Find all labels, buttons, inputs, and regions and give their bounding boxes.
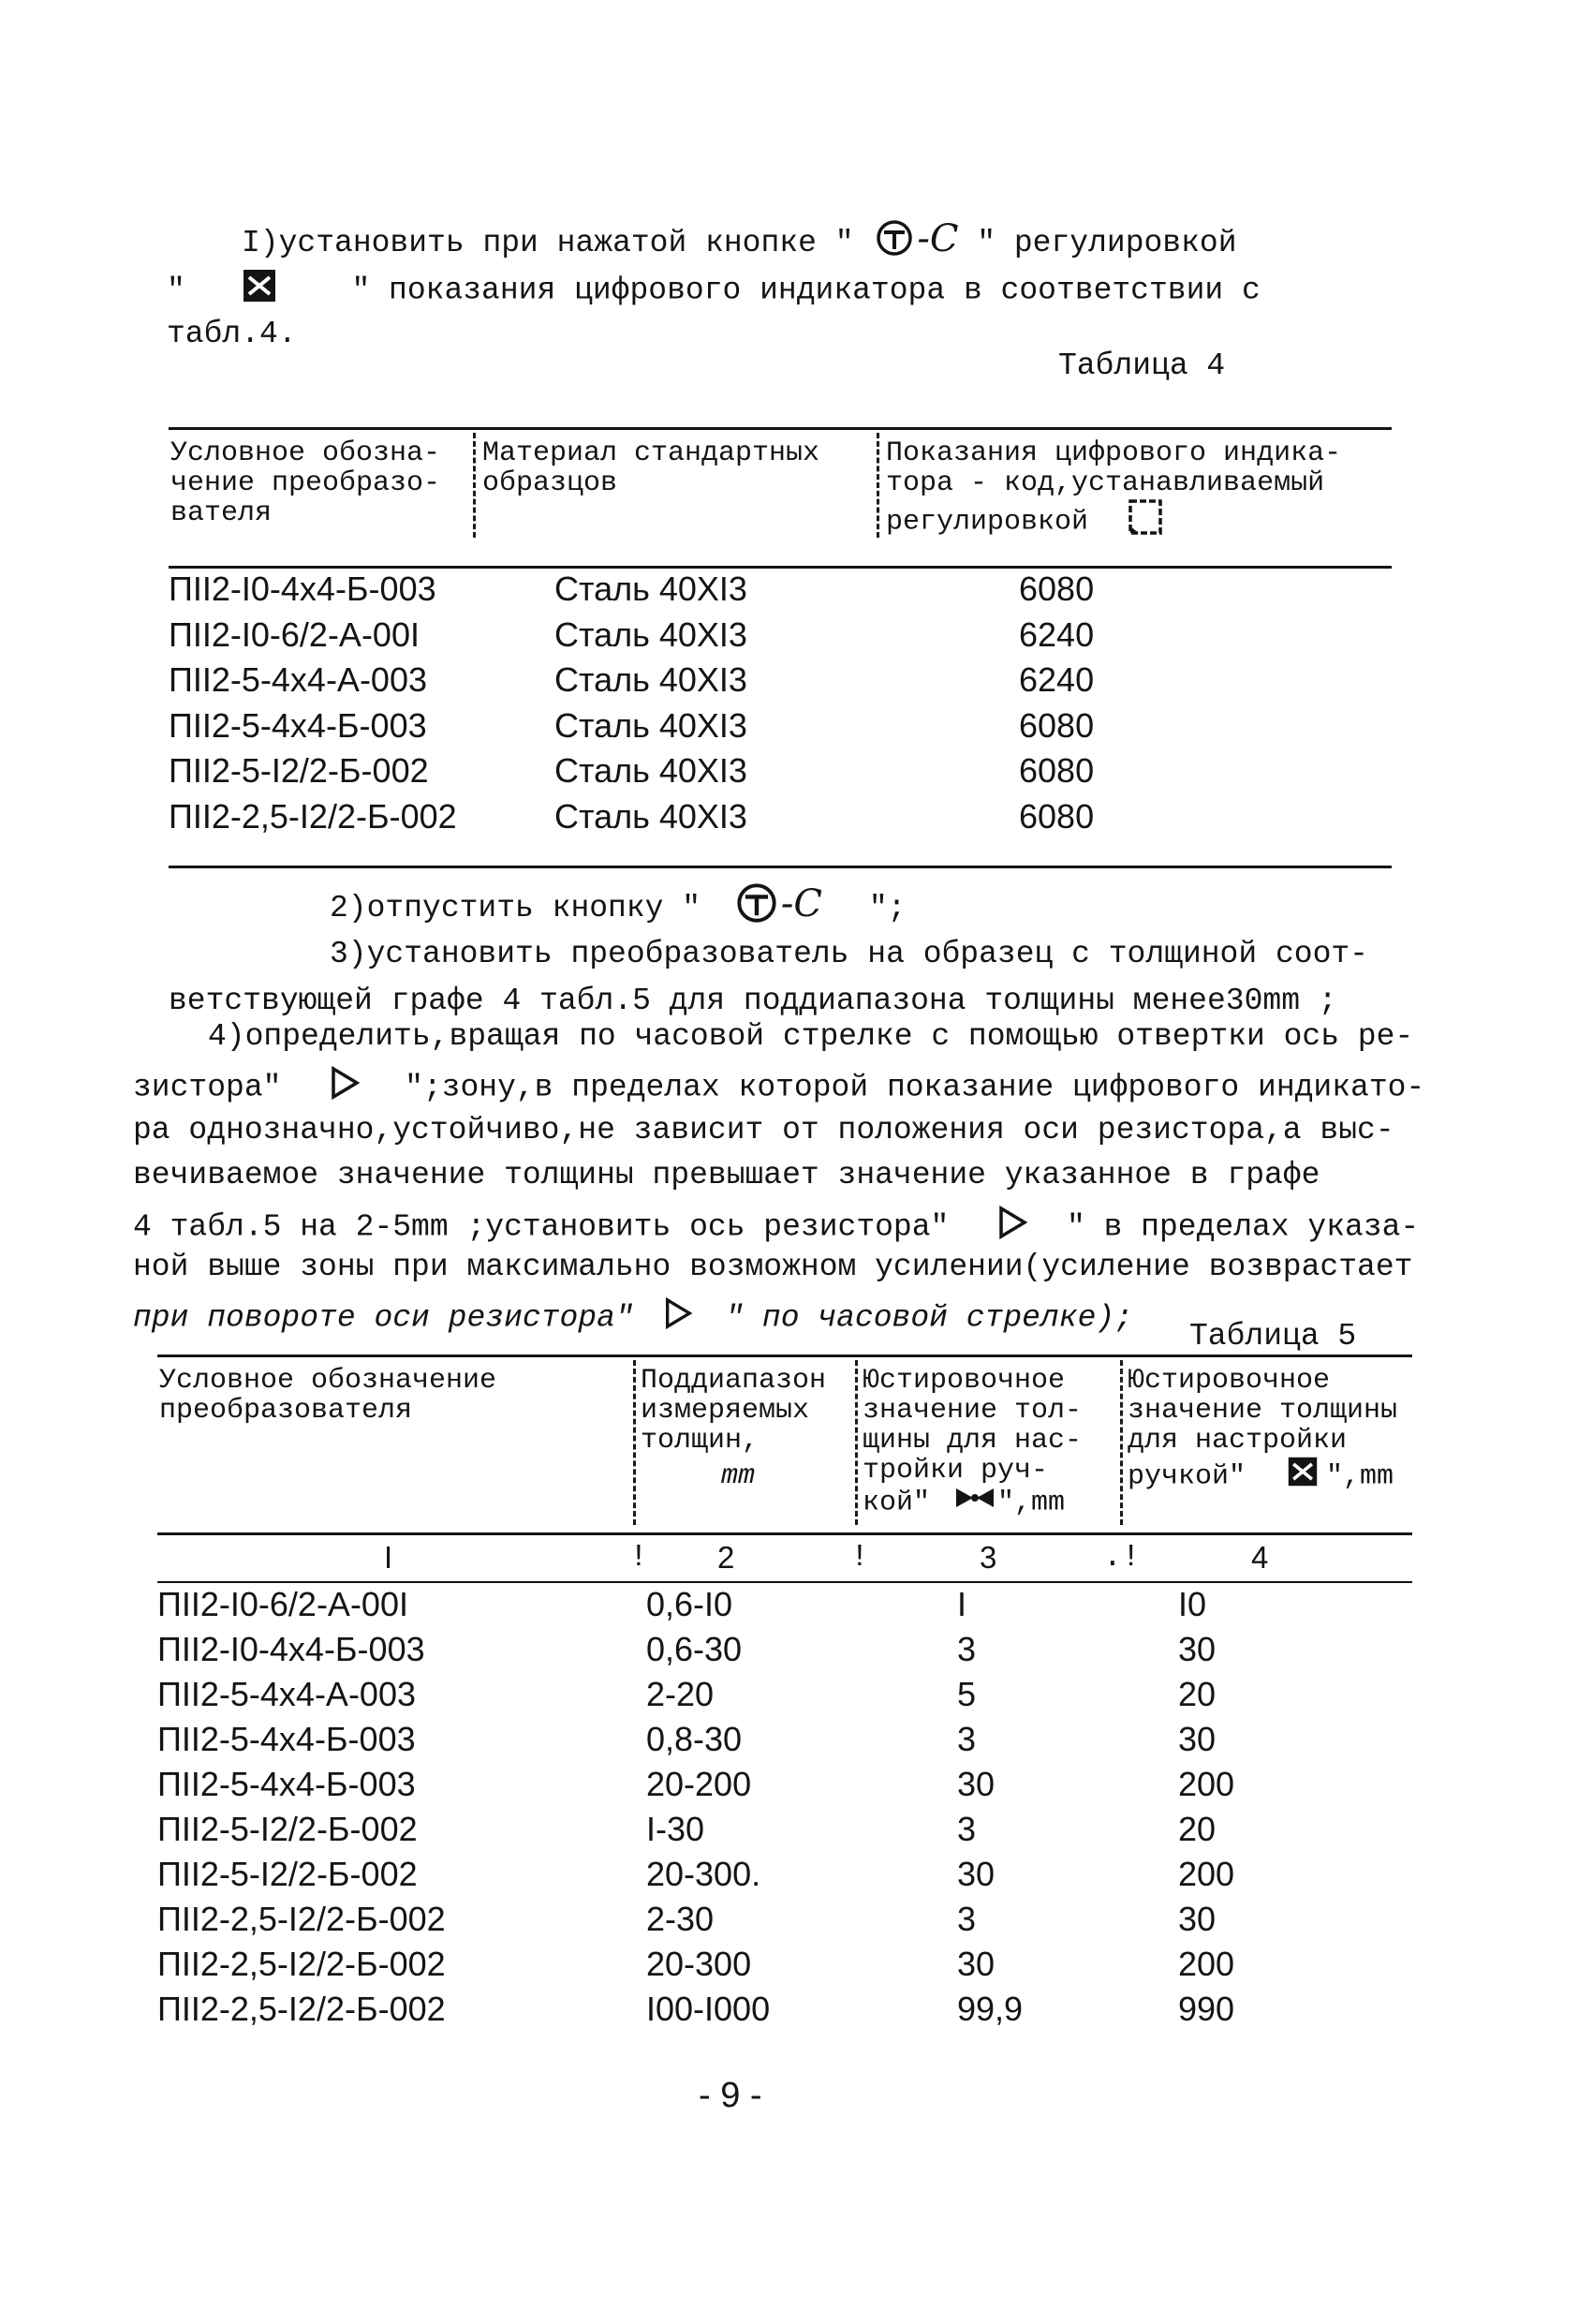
para1-line1 — [242, 217, 1237, 266]
table5-row-5-col-3: 30 — [957, 1765, 996, 1803]
para1-line3: табл.4. — [167, 317, 297, 351]
table5-row-6-col-2: I-30 — [646, 1810, 705, 1848]
step4-line7-text-b: " по часовой стрелке); — [725, 1300, 1133, 1336]
triangle-resistor-icon — [328, 1065, 361, 1110]
table5-row-9-col-4: 200 — [1178, 1945, 1235, 1983]
table5-colnum-rule — [157, 1581, 1412, 1583]
table5-row-9-col-1: ПII2-2,5-I2/2-Б-002 — [157, 1945, 446, 1983]
table5-header-col1 — [159, 1366, 496, 1426]
square-regulator-icon — [242, 268, 277, 313]
table5-header-col4-line4-text-a: ручкой" — [1128, 1460, 1246, 1493]
step4-line4: вечиваемое значение толщины превышает значение указанное в графе — [133, 1158, 1320, 1192]
table5-row-10-col-3: 99,9 — [957, 1990, 1024, 2028]
table5-header-col3-line3: щины для нас- — [863, 1425, 1083, 1457]
table5-colnum-sep1: ! — [629, 1540, 648, 1575]
table5-header-col3-line4: тройки руч- — [863, 1455, 1049, 1487]
para1-line2-text-b: " показания цифрового индикатора в соответствии с — [351, 273, 1261, 308]
table5-row-1-col-4: I0 — [1178, 1585, 1207, 1623]
para1-line1-text-a: I)установить при нажатой кнопке " — [242, 226, 854, 260]
table5-row-5-col-4: 200 — [1178, 1765, 1235, 1803]
table5-header-col1-line1: Условное обозначение — [159, 1365, 497, 1397]
table5-row-2-col-1: ПII2-I0-4x4-Б-003 — [157, 1630, 425, 1668]
table5-row-5-col-1: ПII2-5-4x4-Б-003 — [157, 1765, 416, 1803]
table4-header-col3 — [886, 438, 1341, 544]
table5-colnum-3: 3 — [980, 1540, 997, 1575]
table5-header-col4-line4 — [1128, 1456, 1397, 1496]
table5-row-10-col-4: 990 — [1178, 1990, 1235, 2028]
table4-header-col1-line3: вателя — [170, 497, 273, 529]
table5-row-2-col-2: 0,6-30 — [646, 1630, 743, 1668]
table4-header-rule — [169, 566, 1392, 569]
table4-row-3-col-1: ПII2-5-4x4-А-003 — [169, 660, 427, 699]
table5-header-col3-line5-text-a: кой" — [863, 1487, 931, 1519]
table5-header-col4-line2: значение толщины — [1128, 1395, 1398, 1427]
table5-header-rule — [157, 1532, 1412, 1535]
table5-row-2-col-3: 3 — [957, 1630, 977, 1668]
table4-header-col1 — [170, 438, 440, 528]
step4-line2-text-a: зистора" — [133, 1070, 282, 1105]
table5-row-5-col-2: 20-200 — [646, 1765, 752, 1803]
table5-title: Таблица 5 — [1189, 1319, 1357, 1354]
step3-line2: ветствующей графе 4 табл.5 для поддиапазона толщины менее30mm ; — [169, 984, 1337, 1018]
table5-row-10-col-2: I00-I000 — [646, 1990, 771, 2028]
table5-header-col2-unit: mm — [721, 1460, 756, 1492]
tc-button-label: -С — [917, 217, 959, 260]
tc-button-icon — [736, 882, 777, 933]
table5-header-col2-line2: измеряемых — [641, 1395, 810, 1427]
table5-row-3-col-1: ПII2-5-4x4-А-003 — [157, 1675, 416, 1713]
table4-bottom-rule — [169, 866, 1392, 868]
table4-row-2-col-3: 6240 — [1019, 614, 1095, 654]
table5-header-col4-line1: Юстировочное — [1128, 1365, 1331, 1397]
table5-row-6-col-3: 3 — [957, 1810, 977, 1848]
table4-row-3-col-3: 6240 — [1019, 660, 1095, 699]
table4-row-1-col-3: 6080 — [1019, 570, 1095, 608]
table5-row-1-col-3: I — [957, 1585, 967, 1623]
table5-row-4-col-3: 3 — [957, 1720, 977, 1758]
table5-row-4-col-4: 30 — [1178, 1720, 1217, 1758]
table5-header-col4-line3: для настройки — [1128, 1425, 1348, 1457]
table4-row-4-col-3: 6080 — [1019, 705, 1095, 745]
table5-header-col2-line1: Поддиапазон — [641, 1365, 827, 1397]
table5-row-10-col-1: ПII2-2,5-I2/2-Б-002 — [157, 1990, 446, 2028]
step2-text-b: "; — [868, 891, 907, 925]
step4-line7 — [133, 1296, 1133, 1340]
table4-header-col2-line2: образцов — [482, 467, 618, 499]
table4-row-5-col-3: 6080 — [1019, 751, 1095, 790]
table5-colnum-2: 2 — [717, 1540, 735, 1575]
step4-line5-text-a: 4 табл.5 на 2-5mm ;установить ось резистора" — [133, 1209, 950, 1245]
table5-row-8-col-4: 30 — [1178, 1900, 1217, 1938]
table5-row-2-col-4: 30 — [1178, 1630, 1217, 1668]
table4-row-2-col-2: Сталь 40XI3 — [554, 614, 747, 654]
table4-title: Таблица 4 — [1058, 348, 1226, 383]
table5-row-7-col-4: 200 — [1178, 1855, 1235, 1893]
table4-row-2-col-1: ПII2-I0-6/2-А-00I — [169, 614, 420, 654]
table4-row-5-col-1: ПII2-5-I2/2-Б-002 — [169, 751, 429, 790]
tc-button-label: -С — [780, 882, 823, 925]
table5-row-9-col-2: 20-300 — [646, 1945, 752, 1983]
table5-row-6-col-4: 20 — [1178, 1810, 1217, 1848]
table4-header-col2 — [482, 438, 819, 498]
table4-header-col1-line2: чение преобразо- — [170, 467, 441, 499]
table4-header-col3-line2: тора - код,устанавливаемый — [886, 467, 1325, 499]
step4-line5 — [133, 1205, 1419, 1250]
table5-row-1-col-2: 0,6-I0 — [646, 1585, 733, 1623]
table5-header-sep3 — [1120, 1360, 1123, 1525]
table4-row-6-col-1: ПII2-2,5-I2/2-Б-002 — [169, 796, 457, 836]
table4-header-col3-line1: Показания цифрового индика- — [886, 437, 1342, 469]
step4-line2-text-b: ";зону,в пределах которой показание цифрового индикато- — [405, 1070, 1425, 1105]
bowtie-knob-icon — [954, 1486, 996, 1518]
table5-header-sep2 — [855, 1360, 858, 1525]
table5-header-col2 — [641, 1366, 826, 1491]
step2-line — [330, 882, 906, 933]
table4-top-rule — [169, 427, 1392, 430]
tc-button-icon — [876, 219, 913, 266]
step4-line6: ной выше зоны при максимально возможном усилении(усиление возврастает — [133, 1250, 1413, 1284]
table4-row-5-col-2: Сталь 40XI3 — [554, 751, 747, 790]
table5-row-1-col-1: ПII2-I0-6/2-А-00I — [157, 1585, 408, 1623]
table4-row-4-col-2: Сталь 40XI3 — [554, 705, 747, 745]
table5-row-7-col-1: ПII2-5-I2/2-Б-002 — [157, 1855, 418, 1893]
table5-header-col3-line1: Юстировочное — [863, 1365, 1066, 1397]
table5-header-col3-line2: значение тол- — [863, 1395, 1083, 1427]
step4-line5-text-b: " в пределах указа- — [1066, 1209, 1420, 1245]
table4-header-col3-line3 — [886, 498, 1341, 544]
table5-header-col3 — [863, 1366, 1082, 1518]
table5-row-8-col-2: 2-30 — [646, 1900, 715, 1938]
table5-row-8-col-1: ПII2-2,5-I2/2-Б-002 — [157, 1900, 446, 1938]
table5-colnum-sep2: ! — [850, 1540, 869, 1575]
table5-top-rule — [157, 1354, 1412, 1357]
table4-header-sep1 — [473, 433, 476, 538]
square-regulator-icon — [1287, 1456, 1319, 1496]
triangle-resistor-icon — [662, 1296, 694, 1340]
table5-row-9-col-3: 30 — [957, 1945, 996, 1983]
step4-line3: ра однозначно,устойчиво,не зависит от положения оси резистора,а выс- — [133, 1113, 1394, 1147]
step4-line2 — [133, 1065, 1424, 1110]
table5-header-col3-line5 — [863, 1486, 1082, 1518]
table4-row-3-col-2: Сталь 40XI3 — [554, 660, 747, 699]
table5-row-7-col-3: 30 — [957, 1855, 996, 1893]
step4-line1: 4)определить,вращая по часовой стрелке с помощью отвертки ось ре- — [208, 1019, 1414, 1054]
step3-line1: 3)установить преобразователь на образец с толщиной соот- — [330, 937, 1368, 971]
table5-row-4-col-2: 0,8-30 — [646, 1720, 743, 1758]
table5-header-sep1 — [633, 1360, 636, 1525]
table4-row-1-col-2: Сталь 40XI3 — [554, 570, 747, 608]
step2-text-a: 2)отпустить кнопку " — [330, 891, 701, 925]
square-regulator-outline-icon — [1128, 498, 1163, 544]
table5-header-col2-line3: толщин, — [641, 1425, 760, 1457]
table5-header-col1-line2: преобразователя — [159, 1395, 413, 1427]
table5-colnum-1: I — [384, 1540, 393, 1575]
table4-header-col2-line1: Материал стандартных — [482, 437, 820, 469]
table5-row-7-col-2: 20-300. — [646, 1855, 761, 1893]
table5-header-col3-line5-text-b: ",mm — [997, 1487, 1066, 1519]
step4-line7-text-a: при повороте оси резистора" — [133, 1300, 634, 1336]
para1-line2 — [167, 268, 1261, 313]
table4-header-sep2 — [877, 433, 879, 538]
table4-row-4-col-1: ПII2-5-4x4-Б-003 — [169, 705, 427, 745]
para1-line2-text-a: " — [167, 273, 185, 308]
table4-row-6-col-2: Сталь 40XI3 — [554, 796, 747, 836]
table4-row-1-col-1: ПII2-I0-4x4-Б-003 — [169, 570, 436, 608]
table5-colnum-sep3: .! — [1103, 1540, 1141, 1575]
table5-row-6-col-1: ПII2-5-I2/2-Б-002 — [157, 1810, 418, 1848]
table5-colnum-4: 4 — [1251, 1540, 1269, 1575]
triangle-resistor-icon — [996, 1205, 1029, 1250]
table5-row-3-col-4: 20 — [1178, 1675, 1217, 1713]
para1-line1-text-b: " регулировкой — [977, 226, 1237, 260]
table5-row-3-col-3: 5 — [957, 1675, 977, 1713]
table4-header-col1-line1: Условное обозна- — [170, 437, 441, 469]
table5-header-col4 — [1128, 1366, 1397, 1496]
table5-row-4-col-1: ПII2-5-4x4-Б-003 — [157, 1720, 416, 1758]
page-number: - 9 - — [699, 2076, 762, 2115]
table4-header-col3-line3-text: регулировкой — [886, 506, 1089, 539]
table5-row-3-col-2: 2-20 — [646, 1675, 715, 1713]
table5-header-col4-line4-text-b: ",mm — [1326, 1460, 1394, 1493]
table4-row-6-col-3: 6080 — [1019, 796, 1095, 836]
table5-row-8-col-3: 3 — [957, 1900, 977, 1938]
